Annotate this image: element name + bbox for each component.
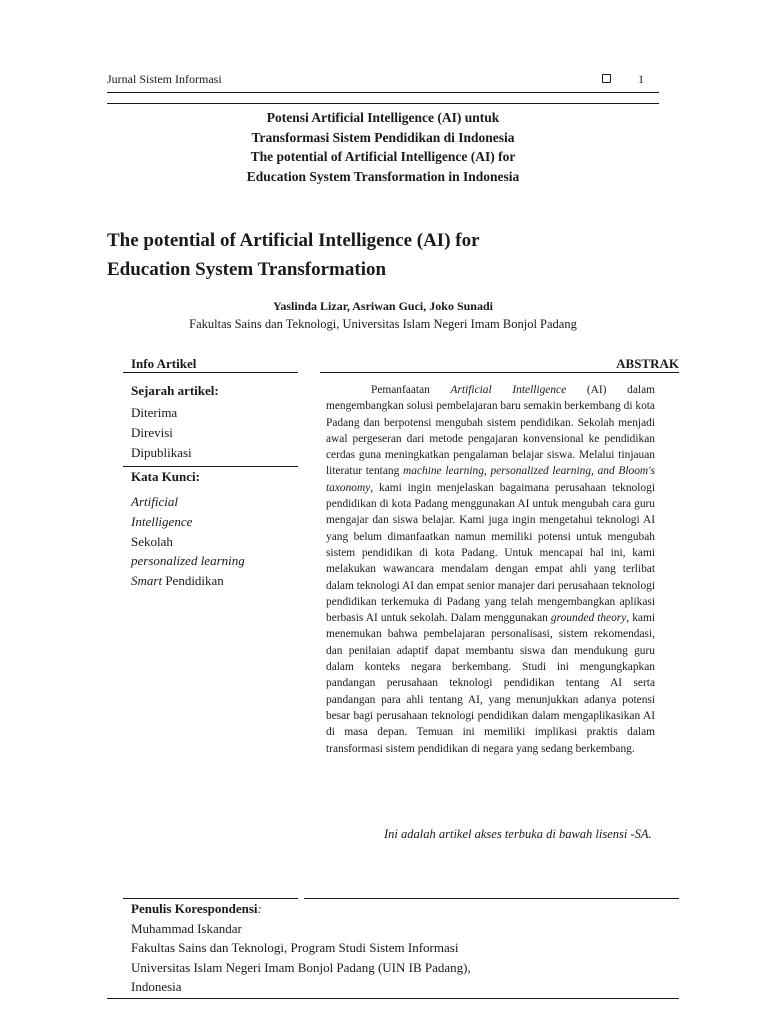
history-received: Diterima	[131, 405, 178, 420]
abstract-body	[326, 382, 655, 757]
correspondence-block	[131, 899, 671, 997]
main-title	[107, 226, 480, 284]
correspondence-univ: Universitas Islam Negeri Imam Bonjol Padang (UIN IB Padang),	[131, 959, 471, 975]
correspondence-name: Muhammad Iskandar	[131, 920, 242, 936]
abstract-text: (AI) dalam mengembangkan solusi pembelajaran baru semakin berkembang di kota Padang dan berpotensi mengubah sistem pendidikan. Sekolah menjadi awal pergeseran dari metode pengajaran konvensional ke pendidikan cerdas guna meningkatkan pengalaman belajar siswa. Melalui tinjauan literatur tentang	[326, 384, 655, 478]
header-rule	[107, 92, 659, 93]
keyword-intelligence: Intelligence	[131, 514, 193, 529]
abstract-text: , kami ingin menjelaskan bagaimana perusahaan teknologi pendidikan di kota Padang menggunakan AI untuk mengubah cara guru mengajar dan siswa belajar. Kami juga ingin mengetahui teknologi AI yang belum dimanfaatkan namun memiliki potensi untuk mengubah sistem pendidikan di kota Padang. Untuk mencapai hal ini, kami melakukan wawancara mendalam dengan empat ahli yang terlibat dalam teknologi AI dan empat senior manajer dari perusahaan teknologi pendidikan terkemuka di Padang yang telah mengembangkan aplikasi berbasis AI untuk sekolah. Dalam menggunakan	[326, 481, 655, 625]
title-en-line-1: The potential of Artificial Intelligence (AI) for	[250, 149, 516, 165]
keyword-smart: Smart	[131, 573, 163, 588]
keyword-smart-pendidikan	[131, 573, 301, 589]
abstract-text: , kami menemukan bahwa pembelajaran personalisasi, sistem rekomendasi, dan penilaian adaptif dapat membantu siswa dan mendukung guru dalam konteks negara berkembang. Studi ini mengungkapkan pandangan perusahaan teknologi pendidikan tentang AI serta pandangan para ahli tentang AI, yang menunjukkan adanya potensi besar bagi perusahaan teknologi pendidikan dalam mengaplikasikan AI di masa depan. Temuan ini memiliki implikasi praktis dalam transformasi sistem pendidikan di negara yang sedang berkembang.	[326, 612, 655, 755]
correspondence-dept: Fakultas Sains dan Teknologi, Program Studi Sistem Informasi	[131, 940, 459, 956]
abstract-term-grounded: grounded theory	[550, 612, 627, 625]
keyword-pendidikan: Pendidikan	[162, 573, 224, 588]
keyword-personalized-learning: personalized learning	[131, 553, 245, 568]
bilingual-title-block	[107, 108, 659, 186]
abstract-text: Pemanfaatan	[371, 384, 451, 396]
abstrak-heading: ABSTRAK	[616, 356, 679, 371]
correspondence-country: Indonesia	[131, 979, 182, 995]
authors: Yaslinda Lizar, Asriwan Guci, Joko Sunadi	[273, 299, 493, 313]
keyword-artificial: Artificial	[131, 494, 178, 509]
info-artikel-heading: Info Artikel	[131, 356, 197, 371]
history-revised: Direvisi	[131, 425, 173, 440]
bottom-rule	[107, 998, 679, 999]
running-head: Jurnal Sistem Informasi	[107, 72, 222, 86]
keywords-rule	[123, 466, 298, 467]
affiliation: Fakultas Sains dan Teknologi, Universitas Islam Negeri Imam Bonjol Padang	[189, 317, 577, 331]
keyword-sekolah: Sekolah	[131, 534, 173, 549]
title-en-line-2: Education System Transformation in Indonesia	[246, 168, 520, 184]
page-number: 1	[638, 72, 644, 86]
checkbox-square-icon	[602, 74, 611, 83]
keywords-label: Kata Kunci:	[131, 469, 200, 484]
abstract-term-ai: Artificial Intelligence	[450, 384, 567, 396]
abstract-paragraph	[326, 382, 655, 757]
history-label: Sejarah artikel:	[131, 383, 219, 398]
license-note: Ini adalah artikel akses terbuka di bawah lisensi -SA.	[384, 827, 652, 841]
correspondence-label	[131, 899, 671, 919]
correspondence-label-text: Penulis Korespondensi	[131, 901, 258, 916]
title-id-line-2: Transformasi Sistem Pendidikan di Indonesia	[251, 129, 515, 145]
title-id-line-1: Potensi Artificial Intelligence (AI) untuk	[266, 110, 500, 125]
abstract-term-ml: machine learning, personalized learning, and Bloom's taxonomy	[326, 465, 655, 494]
main-title-line-1: The potential of Artificial Intelligence (AI) for	[107, 230, 480, 251]
header-rule-lower	[107, 103, 659, 104]
abstrak-rule	[320, 372, 679, 373]
info-rule	[123, 372, 298, 373]
correspondence-colon: :	[257, 901, 262, 916]
history-published: Dipublikasi	[131, 445, 192, 460]
main-title-line-2: Education System Transformation	[107, 259, 387, 280]
